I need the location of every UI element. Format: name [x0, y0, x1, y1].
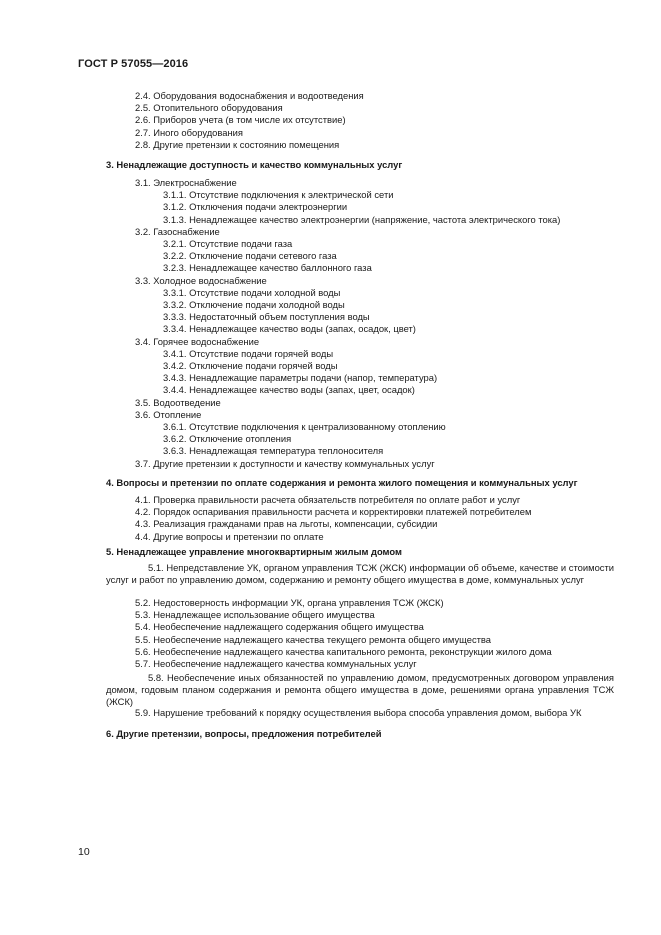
paragraph-5-8: 5.8. Необеспечение иных обязанностей по управлению домом, предусмотренных договором управления домом, годовым планом содержания и ремонта общего имущества в доме, решениями органа управления ТСЖ (ЖСК) — [106, 672, 614, 708]
list-item: 5.4. Необеспечение надлежащего содержания общего имущества — [135, 621, 424, 633]
section-3-title: 3. Ненадлежащие доступность и качество коммунальных услуг — [106, 159, 403, 170]
list-item: 3.3.2. Отключение подачи холодной воды — [163, 299, 345, 310]
list-item: 3.4.3. Ненадлежащие параметры подачи (напор, температура) — [163, 372, 438, 384]
list-item: 2.5. Отопительного оборудования — [135, 102, 283, 114]
list-item: 3.5. Водоотведение — [135, 396, 221, 408]
list-item: 3.2. Газоснабжение — [135, 225, 220, 237]
list-item: 2.4. Оборудования водоснабжения и водоотведения — [135, 90, 364, 101]
list-item: 3.2.2. Отключение подачи сетевого газа — [163, 250, 337, 262]
list-item: 3.6.2. Отключение отопления — [163, 433, 292, 445]
list-item: 5.9. Нарушение требований к порядку осуществления выбора способа управления домом, выбора УК — [135, 707, 582, 718]
list-item: 5.5. Необеспечение надлежащего качества текущего ремонта общего имущества — [135, 633, 492, 645]
list-item: 3.4.2. Отключение подачи горячей воды — [163, 360, 338, 371]
section-4-title: 4. Вопросы и претензии по оплате содержания и ремонта жилого помещения и коммунальных услуг — [106, 477, 578, 488]
list-item: 3.4.1. Отсутствие подачи горячей воды — [163, 347, 334, 359]
document-header: ГОСТ Р 57055—2016 — [78, 58, 189, 70]
list-item: 3.4. Горячее водоснабжение — [135, 335, 260, 347]
list-item: 3.7. Другие претензии к доступности и качеству коммунальных услуг — [135, 457, 435, 469]
list-item: 4.4. Другие вопросы и претензии по оплате — [135, 530, 324, 542]
page-number: 10 — [78, 846, 90, 858]
list-item: 5.3. Ненадлежащее использование общего имущества — [135, 609, 375, 621]
paragraph-5-1: 5.1. Непредставление УК, органом управления ТСЖ (ЖСК) информации об объеме, качестве и стоимости услуг и работ по управлению домом, содержанию и ремонту общего имущества в доме, коммунальных услуг — [106, 562, 614, 586]
list-item: 4.3. Реализация гражданами прав на льготы, компенсации, субсидии — [135, 518, 438, 530]
list-item: 3.3.1. Отсутствие подачи холодной воды — [163, 286, 341, 298]
list-item: 3.6.3. Ненадлежащая температура теплоносителя — [163, 445, 384, 457]
list-item: 5.7. Необеспечение надлежащего качества коммунальных услуг — [135, 658, 417, 669]
list-item: 3.1. Электроснабжение — [135, 177, 237, 188]
section-5-title: 5. Ненадлежащее управление многоквартирным жилым домом — [106, 546, 402, 557]
list-item: 3.6. Отопление — [135, 408, 202, 420]
list-item: 3.3. Холодное водоснабжение — [135, 274, 267, 286]
list-item: 3.4.4. Ненадлежащее качество воды (запах, цвет, осадок) — [163, 384, 415, 396]
list-item: 3.2.3. Ненадлежащее качество баллонного газа — [163, 262, 372, 274]
list-item: 2.7. Иного оборудования — [135, 126, 243, 138]
section-6-title: 6. Другие претензии, вопросы, предложения потребителей — [106, 728, 382, 739]
list-item: 3.3.3. Недостаточный объем поступления воды — [163, 311, 370, 323]
list-item: 4.1. Проверка правильности расчета обязательств потребителя по оплате работ и услуг — [135, 494, 521, 505]
list-item: 3.1.2. Отключения подачи электроэнергии — [163, 201, 348, 213]
list-item: 3.6.1. Отсутствие подключения к централизованному отоплению — [163, 421, 446, 432]
list-item: 3.3.4. Ненадлежащее качество воды (запах, осадок, цвет) — [163, 323, 416, 335]
list-item: 3.2.1. Отсутствие подачи газа — [163, 238, 293, 249]
list-item: 4.2. Порядок оспаривания правильности расчета и корректировки платежей потребителем — [135, 506, 532, 518]
list-item: 5.6. Необеспечение надлежащего качества капитального ремонта, реконструкции жилого дома — [135, 645, 552, 657]
list-item: 3.1.3. Ненадлежащее качество электроэнергии (напряжение, частота электрического тока) — [163, 213, 561, 225]
list-item: 5.2. Недостоверность информации УК, органа управления ТСЖ (ЖСК) — [135, 597, 444, 608]
list-item: 3.1.1. Отсутствие подключения к электрической сети — [163, 189, 394, 201]
list-item: 2.6. Приборов учета (в том числе их отсутствие) — [135, 114, 346, 126]
list-item: 2.8. Другие претензии к состоянию помещения — [135, 138, 340, 150]
